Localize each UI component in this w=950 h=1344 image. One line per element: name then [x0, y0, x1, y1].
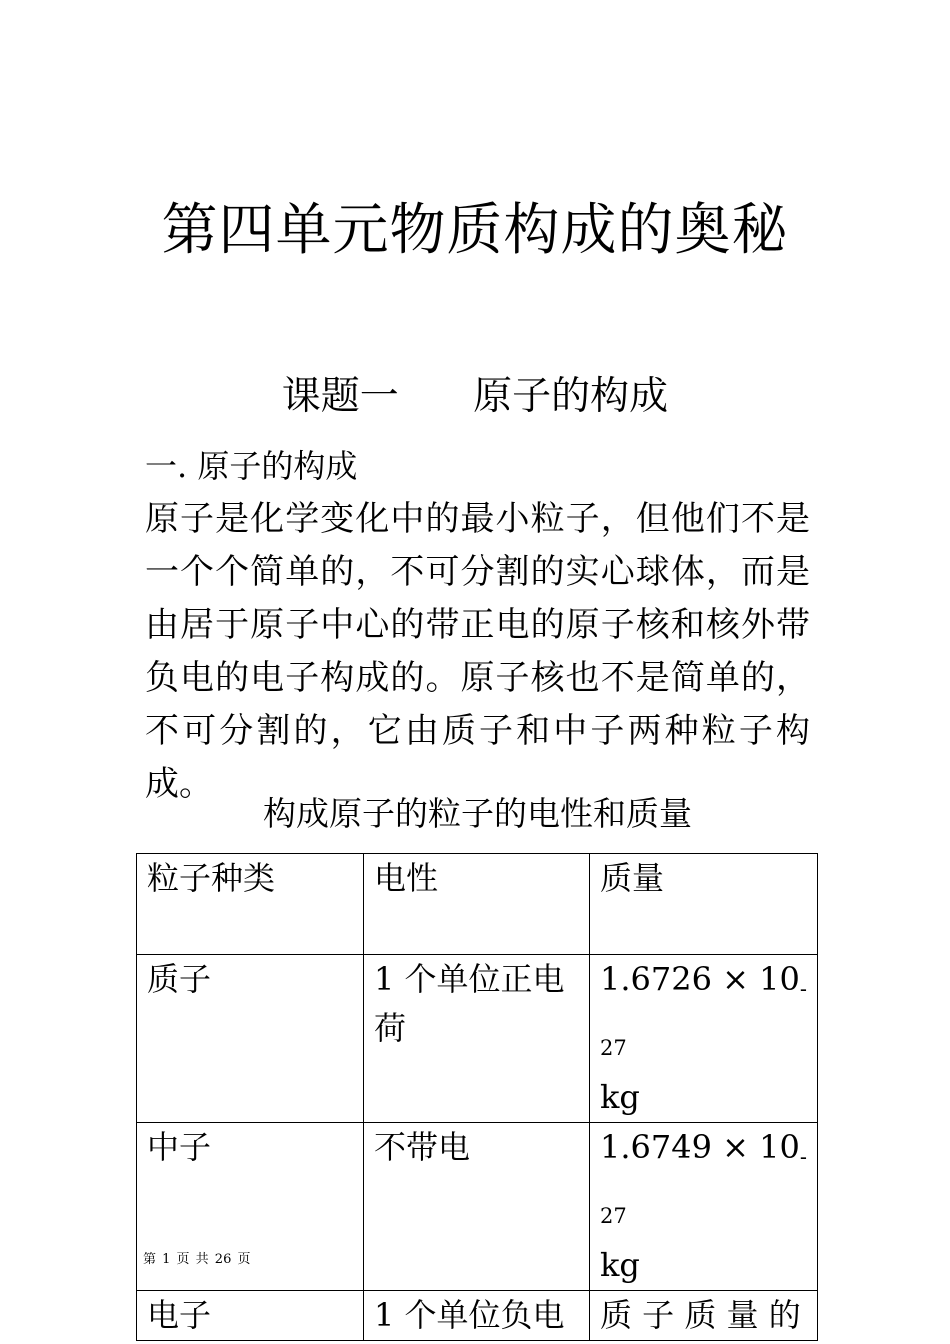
header-cell-kind: 粒子种类: [137, 854, 364, 955]
cell-kind: 中子: [137, 1123, 364, 1291]
mass-unit: kg: [600, 1078, 640, 1116]
header-cell-mass: 质量: [590, 854, 818, 955]
table-caption: 构成原子的粒子的电性和质量: [263, 794, 692, 833]
page-footer: 第 1 页 共 26 页: [143, 1252, 251, 1267]
cell-charge: 1 个单位负电: [364, 1291, 590, 1341]
cell-mass: [590, 1123, 818, 1291]
cell-mass: 质 子 质 量 的: [590, 1291, 818, 1341]
cell-kind: 质子: [137, 955, 364, 1123]
cell-charge: 不带电: [364, 1123, 590, 1291]
mass-value: 1.6749 × 10: [600, 1128, 800, 1166]
mass-exponent: -27: [600, 977, 807, 1060]
mass-exponent: -27: [600, 1145, 807, 1228]
table-header-row: [137, 854, 818, 955]
page-title: 第四单元物质构成的奥秘: [161, 198, 789, 263]
section-heading: 一. 原子的构成: [145, 447, 358, 485]
cell-charge: 1 个单位正电荷: [364, 955, 590, 1123]
header-cell-charge: 电性: [364, 854, 590, 955]
mass-value: 1.6726 × 10: [600, 960, 800, 998]
mass-unit: kg: [600, 1246, 640, 1284]
table-row: [137, 1291, 818, 1341]
cell-mass: [590, 955, 818, 1123]
cell-kind: 电子: [137, 1291, 364, 1341]
body-paragraph: 原子是化学变化中的最小粒子，但他们不是一个个简单的，不可分割的实心球体，而是由居于原子中心的带正电的原子核和核外带负电的电子构成的。原子核也不是简单的，不可分割的，它由质子和中子两种粒子构成。: [145, 499, 810, 804]
table-row: [137, 955, 818, 1123]
lesson-heading: 课题一 原子的构成: [281, 374, 669, 419]
